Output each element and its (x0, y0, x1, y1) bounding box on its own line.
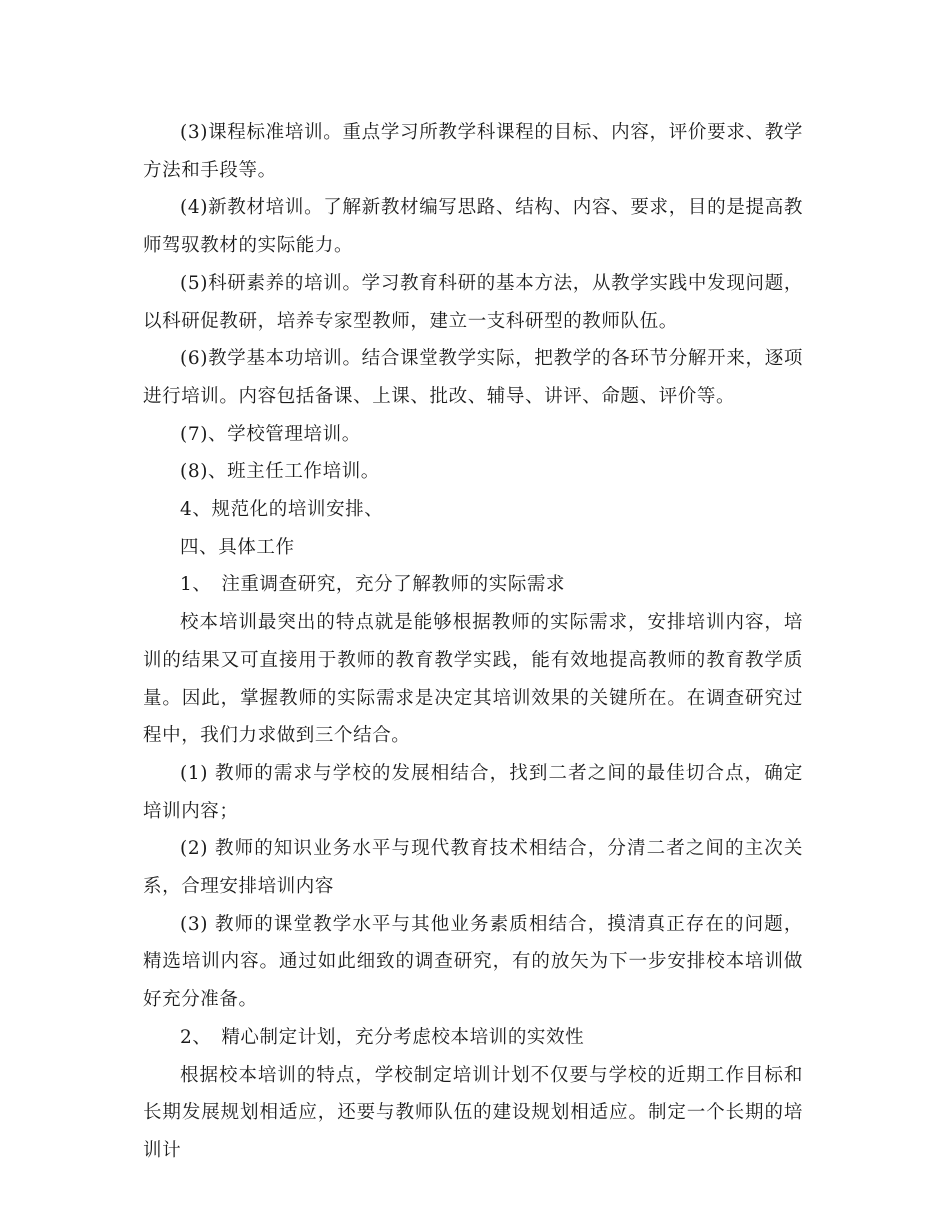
paragraph-standardized-arrangement: 4、规范化的培训安排、 (180, 499, 384, 521)
paragraph-combination-2: (2) 教师的知识业务水平与现代教育技术相结合，分清二者之间的主次关系，合理安排培训内容 (143, 838, 803, 898)
paragraph-head-teacher-training: (8)、班主任工作培训。 (180, 461, 380, 483)
section-heading-specific-work: 四、具体工作 (180, 536, 295, 558)
paragraph-new-textbook-training: (4)新教材培训。了解新教材编写思路、结构、内容、要求，目的是提高教师驾驭教材的实际能力。 (143, 197, 803, 257)
paragraph-course-standard-training: (3)课程标准培训。重点学习所教学科课程的目标、内容，评价要求、教学方法和手段等。 (143, 122, 803, 181)
paragraph-school-based-training-features: 校本培训最突出的特点就是能够根据教师的实际需求，安排培训内容，培训的结果又可直接用于教师的教育教学实践，能有效地提高教师的教育教学质量。因此，掌握教师的实际需求是决定其培训效果的关键所在。在调查研究过程中，我们力求做到三个结合。 (143, 612, 803, 747)
paragraph-teaching-skills-training: (6)教学基本功培训。结合课堂教学实际，把教学的各环节分解开来，逐项进行培训。内容包括备课、上课、批改、辅导、讲评、命题、评价等。 (143, 348, 803, 407)
paragraph-combination-3: (3) 教师的课堂教学水平与其他业务素质相结合，摸清真正存在的问题，精选培训内容。通过如此细致的调查研究，有的放矢为下一步安排校本培训做好充分准备。 (143, 913, 803, 1011)
paragraph-training-plan: 根据校本培训的特点，学校制定培训计划不仅要与学校的近期工作目标和长期发展规划相适应，还要与教师队伍的建设规划相适应。制定一个长期的培训计 (143, 1064, 803, 1161)
paragraph-research-literacy-training: (5)科研素养的培训。学习教育科研的基本方法，从教学实践中发现问题，以科研促教研，培养专家型教师，建立一支科研型的教师队伍。 (143, 272, 803, 332)
paragraph-school-management-training: (7)、学校管理培训。 (180, 423, 361, 445)
subheading-investigation-research: 1、 注重调查研究，充分了解教师的实际需求 (180, 574, 566, 596)
document-body (143, 114, 803, 1170)
paragraph-combination-1: (1) 教师的需求与学校的发展相结合，找到二者之间的最佳切合点，确定培训内容； (143, 762, 803, 822)
subheading-careful-planning: 2、 精心制定计划，充分考虑校本培训的实效性 (180, 1026, 585, 1048)
